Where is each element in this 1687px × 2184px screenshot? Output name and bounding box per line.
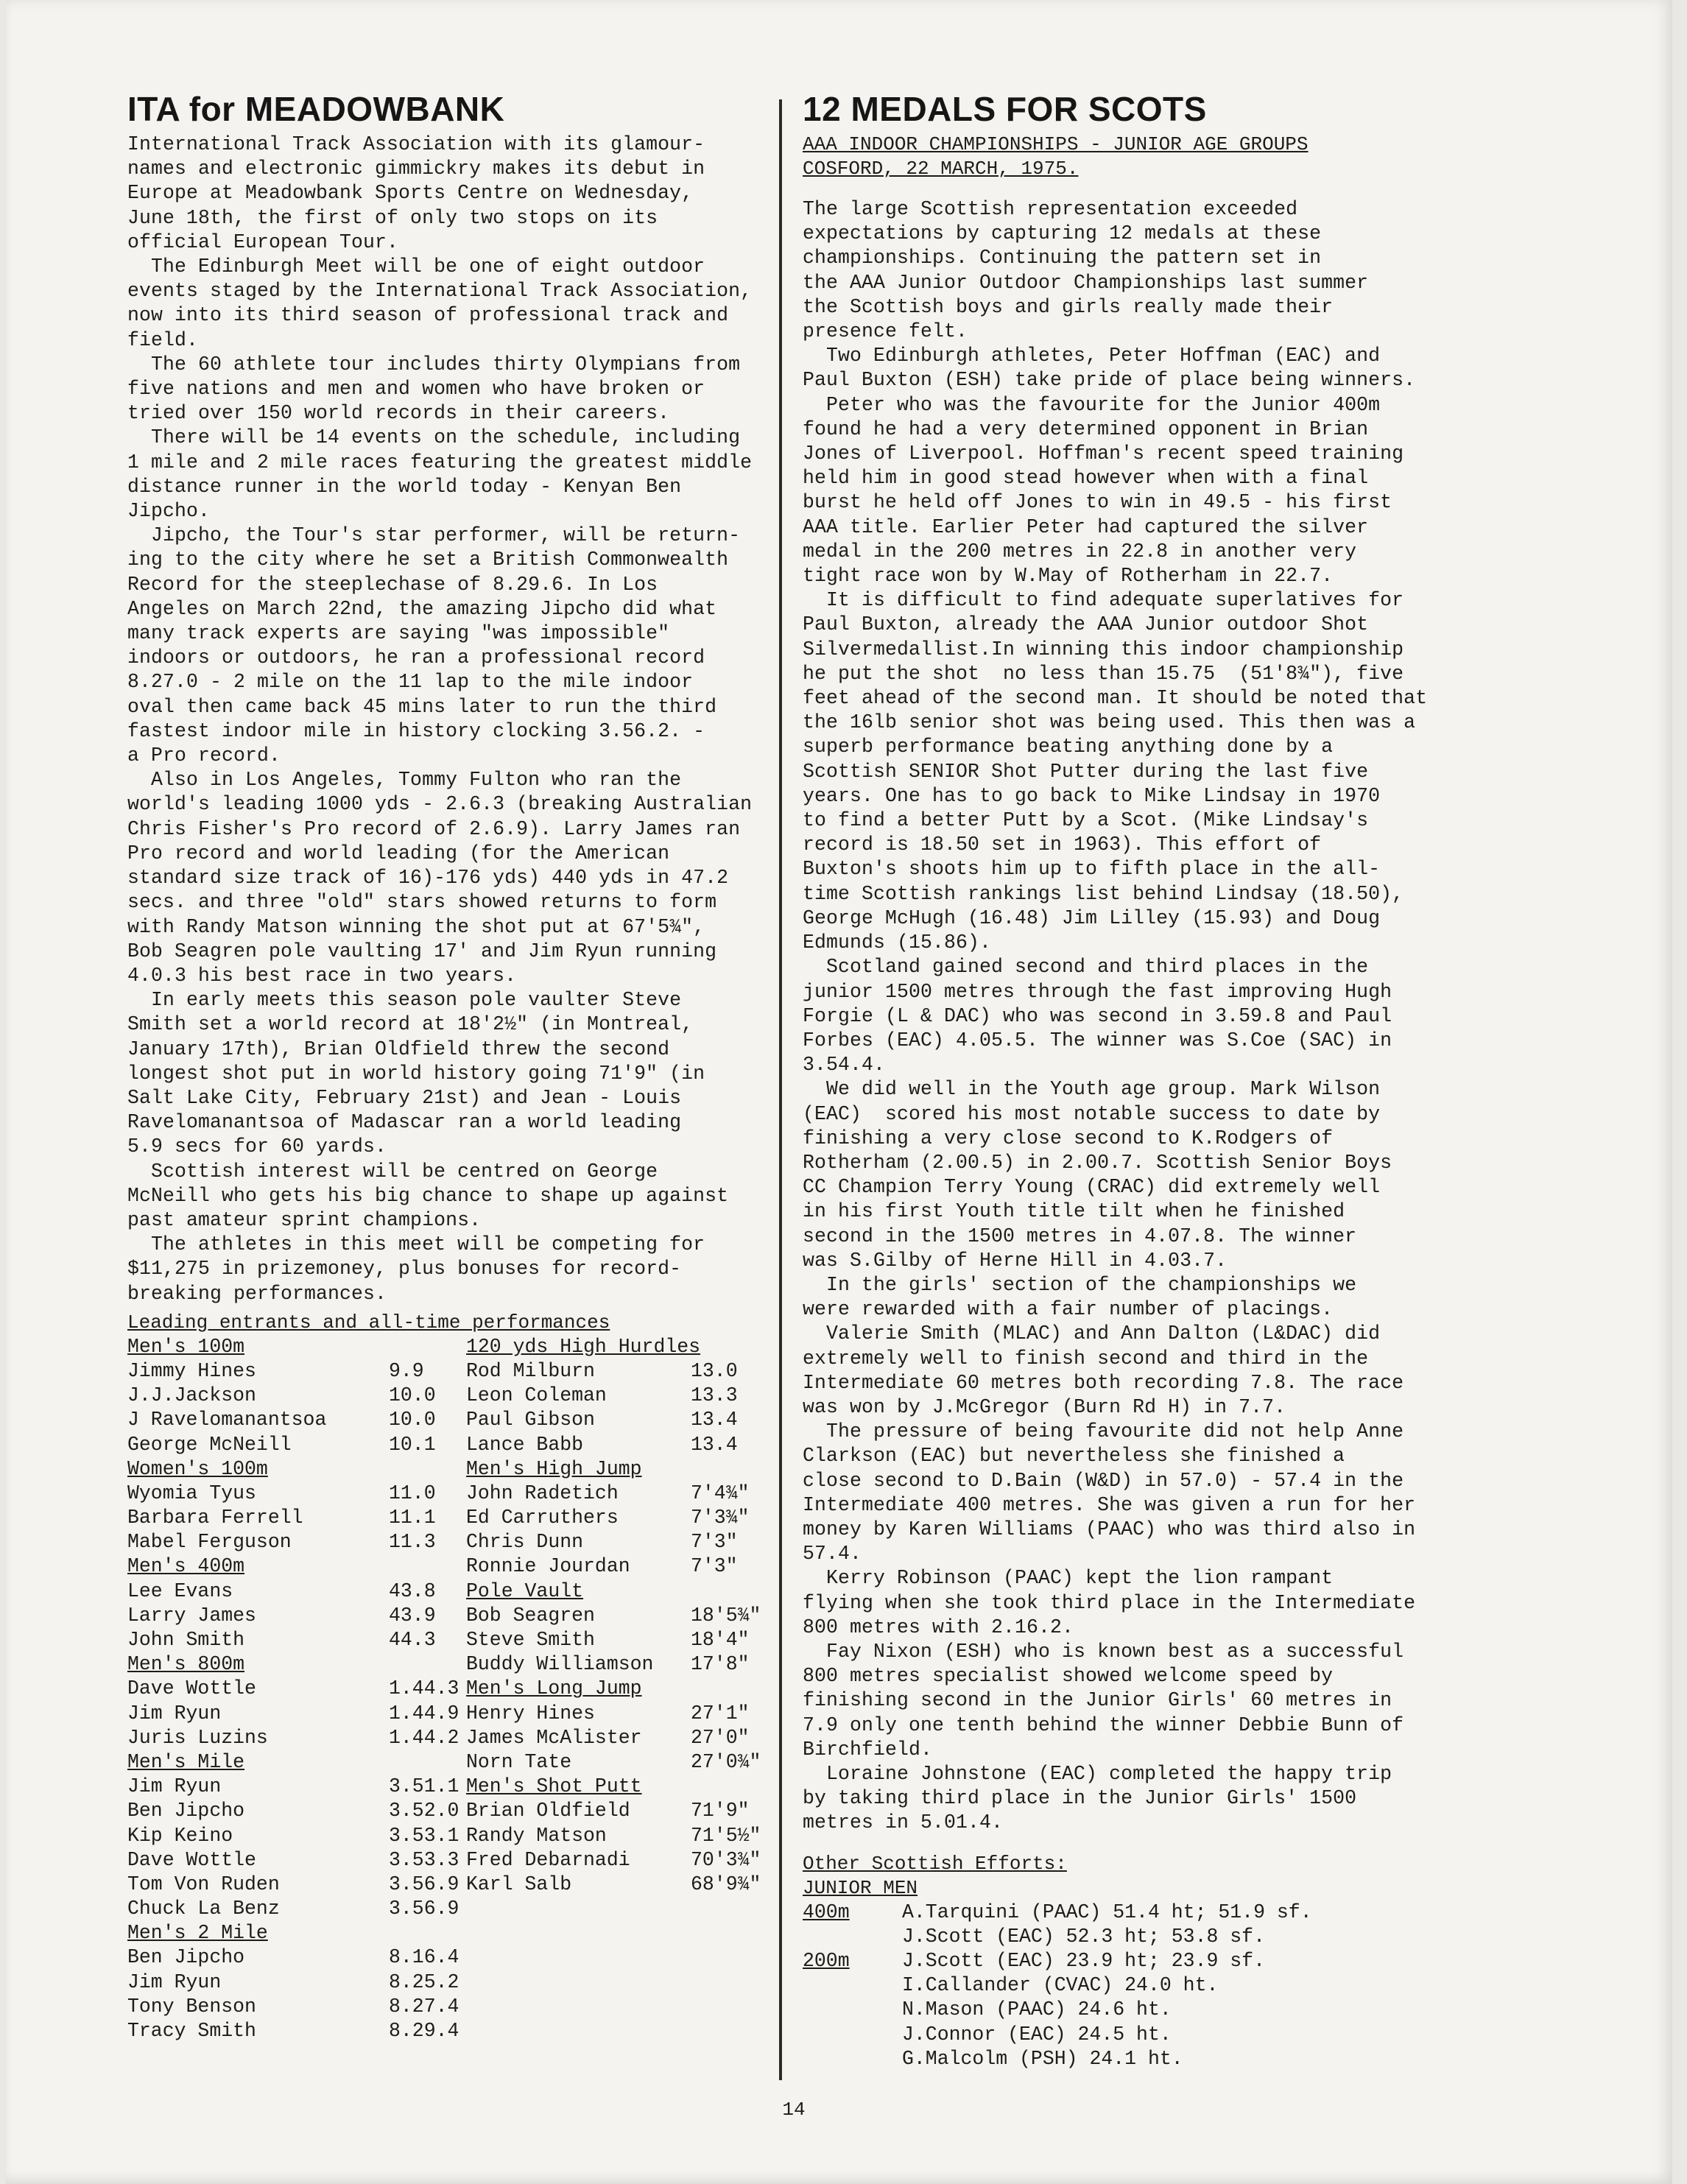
table-row	[466, 1652, 775, 1677]
performance-value: 1.44.2	[389, 1726, 459, 1749]
event-category: Men's 800m	[127, 1653, 245, 1676]
table-row	[466, 1359, 775, 1384]
table-row	[127, 1970, 459, 1995]
table-row	[466, 1824, 775, 1848]
text-line: longest shot put in world history going 71'9" (in	[127, 1062, 705, 1085]
text-line: 4.0.3 his best race in two years.	[127, 964, 517, 987]
text-line: The Edinburgh Meet will be one of eight outdoor	[127, 256, 705, 278]
athlete-name: Larry James	[127, 1604, 256, 1627]
text-line: Fay Nixon (ESH) who is known best as a successful	[803, 1640, 1404, 1663]
effort-result: J.Scott (EAC) 23.9 ht; 23.9 sf.	[902, 1949, 1265, 1972]
text-line: In the girls' section of the championships we	[803, 1273, 1357, 1296]
text-line: Two Edinburgh athletes, Peter Hoffman (EAC) and	[803, 345, 1381, 367]
text-line: secs. and three "old" stars showed returns to form	[127, 891, 717, 914]
text-line: breaking performances.	[127, 1282, 387, 1305]
table-category	[127, 1335, 451, 1359]
text-line: Jipcho.	[127, 500, 211, 523]
text-line: (EAC) scored his most notable success to date by	[803, 1102, 1381, 1125]
text-line: were rewarded with a fair number of placings.	[803, 1298, 1334, 1321]
event-category: Men's 2 Mile	[127, 1922, 268, 1945]
entrants-table	[127, 1335, 775, 2071]
effort-result: J.Connor (EAC) 24.5 ht.	[902, 2023, 1172, 2046]
text-line: Angeles on March 22nd, the amazing Jipcho did what	[127, 597, 717, 620]
text-line: Scottish interest will be centred on George	[127, 1160, 658, 1183]
athlete-name: Bob Seagren	[466, 1604, 595, 1627]
effort-row	[803, 1973, 1465, 1998]
table-row	[127, 1408, 451, 1432]
table-category	[127, 1457, 451, 1482]
text-line: tight race won by W.May of Rotherham in 22.7.	[803, 565, 1334, 588]
athlete-name: George McNeill	[127, 1433, 292, 1456]
athlete-name: Brian Oldfield	[466, 1800, 630, 1822]
table-category	[466, 1335, 775, 1359]
text-line: extremely well to finish second and third in the	[803, 1347, 1369, 1370]
performance-value: 13.4	[691, 1409, 738, 1431]
text-line: he put the shot no less than 15.75 (51'8¾"), five	[803, 662, 1404, 685]
performance-value: 10.1	[389, 1433, 436, 1456]
text-line: Clarkson (EAC) but nevertheless she finished a	[803, 1445, 1345, 1468]
performance-value: 11.1	[389, 1507, 436, 1529]
text-line: Salt Lake City, February 21st) and Jean - Louis	[127, 1086, 682, 1109]
athlete-name: Dave Wottle	[127, 1677, 256, 1700]
effort-result: I.Callander (CVAC) 24.0 ht.	[902, 1974, 1219, 1997]
athlete-name: Chris Dunn	[466, 1531, 584, 1554]
table-row	[127, 1677, 459, 1701]
table-row	[127, 1945, 459, 1970]
athlete-name: James McAlister	[466, 1726, 642, 1749]
text-line: record is 18.50 set in 1963). This effort of	[803, 834, 1322, 856]
text-line: finishing second in the Junior Girls' 60 metres in	[803, 1689, 1392, 1712]
right-column	[803, 88, 1465, 2071]
text-line: to find a better Putt by a Scot. (Mike Lindsay's	[803, 809, 1369, 832]
performance-value: 11.3	[389, 1531, 436, 1554]
text-line: five nations and men and women who have broken or	[127, 378, 705, 401]
text-line: metres in 5.01.4.	[803, 1811, 1004, 1834]
athlete-name: Steve Smith	[466, 1629, 595, 1651]
performance-value: 18'5¾"	[691, 1604, 761, 1627]
magazine-page	[6, 0, 1672, 2184]
performance-value: 3.53.3	[389, 1848, 459, 1871]
text-line: was S.Gilby of Herne Hill in 4.03.7.	[803, 1249, 1228, 1272]
athlete-name: Jim Ryun	[127, 1775, 222, 1798]
athlete-name: Lance Babb	[466, 1433, 584, 1456]
entrants-table-right	[466, 1335, 775, 1897]
performance-value: 7'3"	[691, 1531, 738, 1554]
table-row	[127, 1482, 451, 1506]
event-category: Women's 100m	[127, 1457, 268, 1480]
text-line: fastest indoor mile in history clocking 3.56.2. -	[127, 719, 705, 742]
athlete-name: Tracy Smith	[127, 2020, 256, 2042]
athlete-name: J Ravelomanantsoa	[127, 1409, 327, 1431]
text-line: Smith set a world record at 18'2½" (in Montreal,	[127, 1013, 694, 1036]
text-line: Loraine Johnstone (EAC) completed the happy trip	[803, 1763, 1392, 1785]
text-line: Jones of Liverpool. Hoffman's recent speed training	[803, 443, 1404, 465]
text-line: medal in the 200 metres in 22.8 in another very	[803, 540, 1357, 563]
athlete-name: Jim Ryun	[127, 1702, 222, 1725]
performance-value: 8.27.4	[389, 1995, 459, 2018]
effort-result: N.Mason (PAAC) 24.6 ht.	[902, 1998, 1172, 2021]
text-line: 800 metres specialist showed welcome speed by	[803, 1665, 1334, 1688]
table-row	[466, 1702, 775, 1726]
text-line: finishing a very close second to K.Rodgers of	[803, 1127, 1334, 1149]
athlete-name: J.J.Jackson	[127, 1384, 256, 1407]
text-line: Bob Seagren pole vaulting 17' and Jim Ryun running	[127, 940, 717, 962]
text-line: June 18th, the first of only two stops on its	[127, 206, 658, 229]
text-line: Scottish SENIOR Shot Putter during the last five	[803, 760, 1369, 783]
performance-value: 8.25.2	[389, 1970, 459, 1993]
text-line: Buxton's shoots him up to fifth place in the all-	[803, 858, 1381, 881]
table-row	[466, 1530, 775, 1554]
effort-event: 400m	[803, 1901, 850, 1923]
text-line: Paul Buxton, already the AAA Junior outdoor Shot	[803, 613, 1369, 636]
text-line: The large Scottish representation exceeded	[803, 198, 1298, 220]
performance-value: 27'0"	[691, 1726, 750, 1749]
performance-value: 70'3¾"	[691, 1848, 761, 1871]
table-row	[127, 1433, 451, 1457]
table-row	[127, 1604, 451, 1628]
performance-value: 44.3	[389, 1629, 436, 1651]
text-line: oval then came back 45 mins later to run the third	[127, 695, 717, 718]
table-category	[127, 1750, 451, 1775]
performance-value: 10.0	[389, 1409, 436, 1431]
text-line: championships. Continuing the pattern set in	[803, 247, 1322, 270]
text-line: The 60 athlete tour includes thirty Olympians from	[127, 353, 741, 376]
text-line: CC Champion Terry Young (CRAC) did extremely well	[803, 1176, 1381, 1199]
performance-value: 71'9"	[691, 1800, 750, 1822]
effort-result: G.Malcolm (PSH) 24.1 ht.	[902, 2047, 1183, 2070]
text-line: feet ahead of the second man. It should be noted that	[803, 687, 1428, 710]
table-row	[466, 1628, 775, 1652]
table-row	[127, 1384, 451, 1408]
page-number: 14	[782, 2099, 806, 2121]
table-category	[466, 1579, 775, 1604]
performance-value: 43.9	[389, 1604, 436, 1627]
text-line: Intermediate 60 metres both recording 7.8. The race	[803, 1371, 1404, 1394]
event-category: Men's 100m	[127, 1335, 245, 1358]
right-subhead-1: AAA INDOOR CHAMPIONSHIPS - JUNIOR AGE GROUPS	[803, 133, 1309, 155]
table-row	[127, 1530, 451, 1554]
table-row	[466, 1384, 775, 1408]
table-row	[127, 1359, 451, 1384]
text-line: 7.9 only one tenth behind the winner Debbie Bunn of	[803, 1713, 1404, 1736]
right-article-title: 12 MEDALS FOR SCOTS	[803, 90, 1207, 128]
athlete-name: Ed Carruthers	[466, 1507, 619, 1529]
text-line: in his first Youth title tilt when he finished	[803, 1200, 1345, 1223]
table-row	[466, 1482, 775, 1506]
table-row	[127, 2019, 459, 2043]
performance-value: 3.51.1	[389, 1775, 459, 1798]
text-line: tried over 150 world records in their careers.	[127, 402, 670, 425]
text-line: 8.27.0 - 2 mile on the 11 lap to the mile indoor	[127, 671, 694, 694]
athlete-name: Jim Ryun	[127, 1970, 222, 1993]
table-row	[466, 1726, 775, 1750]
text-line: years. One has to go back to Mike Lindsay in 1970	[803, 784, 1381, 807]
athlete-name: Tom Von Ruden	[127, 1873, 280, 1895]
performance-value: 13.0	[691, 1359, 738, 1382]
other-efforts-heading: Other Scottish Efforts:	[803, 1852, 1067, 1875]
athlete-name: Ben Jipcho	[127, 1946, 245, 1969]
table-row	[466, 1408, 775, 1432]
text-line: Forbes (EAC) 4.05.5. The winner was S.Coe (SAC) in	[803, 1029, 1392, 1052]
effort-row	[803, 1901, 1465, 1925]
text-line: close second to D.Bain (W&D) in 57.0) - 57.4 in the	[803, 1469, 1404, 1492]
junior-men-heading: JUNIOR MEN	[803, 1876, 918, 1899]
text-line: a Pro record.	[127, 744, 281, 767]
text-line: The athletes in this meet will be competing for	[127, 1233, 705, 1256]
table-row	[466, 1848, 775, 1873]
text-line: Edmunds (15.86).	[803, 931, 992, 954]
text-line: with Randy Matson winning the shot put at 67'5¾",	[127, 915, 705, 938]
performance-value: 43.8	[389, 1579, 436, 1602]
text-line: field.	[127, 328, 199, 351]
table-row	[127, 1897, 459, 1921]
text-line: 1 mile and 2 mile races featuring the greatest middle	[127, 451, 753, 473]
athlete-name: Fred Debarnadi	[466, 1848, 630, 1871]
performance-value: 71'5½"	[691, 1824, 761, 1847]
athlete-name: Norn Tate	[466, 1750, 572, 1773]
table-row	[127, 1726, 459, 1750]
text-line: many track experts are saying "was impossible"	[127, 622, 670, 645]
athlete-name: Leon Coleman	[466, 1384, 607, 1407]
event-category: Pole Vault	[466, 1579, 584, 1602]
athlete-name: Wyomia Tyus	[127, 1482, 256, 1504]
effort-row	[803, 2047, 1465, 2071]
text-line: Intermediate 400 metres. She was given a run for her	[803, 1493, 1416, 1516]
table-row	[466, 1799, 775, 1823]
text-line: George McHugh (16.48) Jim Lilley (15.93) and Doug	[803, 906, 1381, 929]
text-line: held him in good stead however when with a final	[803, 467, 1369, 490]
event-category: Men's High Jump	[466, 1457, 642, 1480]
text-line: official European Tour.	[127, 230, 399, 253]
text-line: events staged by the International Track Association,	[127, 280, 753, 303]
table-row	[466, 1604, 775, 1628]
performance-value: 7'4¾"	[691, 1482, 750, 1504]
athlete-name: Ronnie Jourdan	[466, 1555, 630, 1578]
text-line: the 16lb senior shot was being used. This then was a	[803, 711, 1416, 734]
text-line: Chris Fisher's Pro record of 2.6.9). Larry James ran	[127, 817, 741, 840]
effort-row	[803, 1925, 1465, 1949]
athlete-name: Dave Wottle	[127, 1848, 256, 1871]
text-line: distance runner in the world today - Kenyan Ben	[127, 475, 682, 498]
text-line: the Scottish boys and girls really made their	[803, 295, 1334, 318]
text-line: Peter who was the favourite for the Junior 400m	[803, 393, 1381, 416]
text-line: Birchfield.	[803, 1738, 933, 1761]
athlete-name: Kip Keino	[127, 1824, 233, 1847]
athlete-name: Barbara Ferrell	[127, 1507, 303, 1529]
text-line: the AAA Junior Outdoor Championships last summer	[803, 271, 1369, 294]
performance-value: 8.29.4	[389, 2020, 459, 2042]
performance-value: 11.0	[389, 1482, 436, 1504]
text-line: past amateur sprint champions.	[127, 1208, 482, 1231]
text-line: was won by J.McGregor (Burn Rd H) in 7.7.	[803, 1395, 1286, 1418]
table-row	[466, 1873, 775, 1897]
effort-row	[803, 1949, 1465, 1973]
performance-value: 3.52.0	[389, 1800, 459, 1822]
table-category	[127, 1554, 451, 1579]
table-row	[127, 1506, 451, 1530]
text-line: Scotland gained second and third places in the	[803, 956, 1369, 979]
table-row	[466, 1506, 775, 1530]
performance-value: 27'0¾"	[691, 1750, 761, 1773]
event-category: 120 yds High Hurdles	[466, 1335, 701, 1358]
text-line: standard size track of 16)-176 yds) 440 yds in 47.2	[127, 867, 729, 890]
text-line: AAA title. Earlier Peter had captured the silver	[803, 515, 1369, 538]
text-line: Kerry Robinson (PAAC) kept the lion rampant	[803, 1567, 1334, 1590]
event-category: Men's Mile	[127, 1750, 245, 1773]
athlete-name: Paul Gibson	[466, 1409, 595, 1431]
text-line: junior 1500 metres through the fast improving Hugh	[803, 980, 1392, 1003]
performance-value: 13.4	[691, 1433, 738, 1456]
text-line: Record for the steeplechase of 8.29.6. In Los	[127, 573, 658, 596]
table-category	[127, 1921, 451, 1945]
table-row	[127, 1799, 459, 1823]
effort-event: 200m	[803, 1949, 850, 1972]
text-line: Ravelomanantsoa of Madascar ran a world leading	[127, 1111, 682, 1134]
table-row	[127, 1848, 459, 1873]
text-line: There will be 14 events on the schedule, including	[127, 426, 741, 449]
table-category	[127, 1652, 451, 1677]
performance-value: 18'4"	[691, 1629, 750, 1651]
text-line: Forgie (L & DAC) who was second in 3.59.8 and Paul	[803, 1004, 1392, 1027]
text-line: ing to the city where he set a British Commonwealth	[127, 549, 729, 571]
text-line: Silvermedallist.In winning this indoor championship	[803, 638, 1404, 661]
performance-value: 1.44.3	[389, 1677, 459, 1700]
event-category: Men's Shot Putt	[466, 1775, 642, 1798]
event-category: Men's Long Jump	[466, 1677, 642, 1700]
athlete-name: Henry Hines	[466, 1702, 595, 1725]
text-line: Also in Los Angeles, Tommy Fulton who ran the	[127, 769, 682, 792]
table-category	[466, 1775, 775, 1799]
effort-result: A.Tarquini (PAAC) 51.4 ht; 51.9 sf.	[902, 1901, 1312, 1923]
table-row	[127, 1824, 459, 1848]
table-category	[466, 1677, 775, 1701]
performance-value: 17'8"	[691, 1653, 750, 1676]
left-article-body	[127, 133, 775, 1306]
text-line: burst he held off Jones to win in 49.5 - his first	[803, 491, 1392, 514]
text-line: flying when she took third place in the Intermediate	[803, 1591, 1416, 1614]
text-line: by taking third place in the Junior Girls' 1500	[803, 1787, 1357, 1810]
left-column	[127, 88, 775, 2071]
text-line: We did well in the Youth age group. Mark Wilson	[803, 1078, 1381, 1101]
performance-value: 13.3	[691, 1384, 738, 1407]
text-line: 800 metres with 2.16.2.	[803, 1616, 1074, 1638]
athlete-name: Tony Benson	[127, 1995, 256, 2018]
text-line: indoors or outdoors, he ran a professional record	[127, 647, 705, 669]
right-article-body	[803, 197, 1465, 1836]
event-category: Men's 400m	[127, 1555, 245, 1578]
text-line: names and electronic gimmickry makes its debut in	[127, 158, 705, 180]
text-line: Valerie Smith (MLAC) and Ann Dalton (L&DAC) did	[803, 1322, 1381, 1345]
efforts-list	[803, 1901, 1465, 2071]
performance-value: 68'9¾"	[691, 1873, 761, 1895]
text-line: $11,275 in prizemoney, plus bonuses for record-	[127, 1258, 682, 1281]
text-line: Paul Buxton (ESH) take pride of place being winners.	[803, 369, 1416, 392]
text-line: now into its third season of professional track and	[127, 304, 729, 327]
effort-row	[803, 2023, 1465, 2047]
text-line: world's leading 1000 yds - 2.6.3 (breaking Australian	[127, 793, 753, 816]
table-row	[127, 1628, 451, 1652]
table-row	[127, 1775, 459, 1799]
text-line: superb performance beating anything done by a	[803, 736, 1334, 758]
text-line: found he had a very determined opponent in Brian	[803, 418, 1369, 440]
athlete-name: Mabel Ferguson	[127, 1531, 292, 1554]
performance-value: 7'3"	[691, 1555, 738, 1578]
table-row	[127, 1995, 459, 2019]
athlete-name: John Radetich	[466, 1482, 619, 1504]
text-line: The pressure of being favourite did not help Anne	[803, 1420, 1404, 1443]
athlete-name: Randy Matson	[466, 1824, 607, 1847]
text-line: presence felt.	[803, 320, 968, 343]
athlete-name: Jimmy Hines	[127, 1359, 256, 1382]
table-row	[466, 1433, 775, 1457]
text-line: It is difficult to find adequate superlatives for	[803, 589, 1404, 612]
athlete-name: Chuck La Benz	[127, 1898, 280, 1920]
text-line: Pro record and world leading (for the American	[127, 842, 670, 864]
text-line: January 17th), Brian Oldfield threw the second	[127, 1038, 670, 1060]
text-line: money by Karen Williams (PAAC) who was third also in	[803, 1518, 1416, 1540]
effort-result: J.Scott (EAC) 52.3 ht; 53.8 sf.	[902, 1925, 1265, 1948]
athlete-name: Buddy Williamson	[466, 1653, 654, 1676]
text-line: Europe at Meadowbank Sports Centre on Wednesday,	[127, 182, 694, 205]
column-divider	[779, 99, 782, 2080]
text-line: Rotherham (2.00.5) in 2.00.7. Scottish Senior Boys	[803, 1151, 1392, 1174]
athlete-name: Lee Evans	[127, 1579, 233, 1602]
athlete-name: John Smith	[127, 1629, 245, 1651]
text-line: In early meets this season pole vaulter Steve	[127, 989, 682, 1012]
athlete-name: Ben Jipcho	[127, 1800, 245, 1822]
effort-row	[803, 1998, 1465, 2022]
athlete-name: Rod Milburn	[466, 1359, 595, 1382]
text-line: expectations by capturing 12 medals at these	[803, 222, 1322, 245]
performance-value: 1.44.9	[389, 1702, 459, 1725]
performance-value: 10.0	[389, 1384, 436, 1407]
text-line: 57.4.	[803, 1543, 862, 1565]
performance-value: 3.56.9	[389, 1873, 459, 1895]
performance-value: 7'3¾"	[691, 1507, 750, 1529]
text-line: McNeill who gets his big chance to shape up against	[127, 1184, 729, 1207]
performance-value: 8.16.4	[389, 1946, 459, 1969]
table-row	[127, 1702, 459, 1726]
right-subhead-2: COSFORD, 22 MARCH, 1975.	[803, 158, 1079, 180]
performance-value: 27'1"	[691, 1702, 750, 1725]
performance-value: 3.53.1	[389, 1824, 459, 1847]
text-line: 5.9 secs for 60 yards.	[127, 1135, 387, 1158]
table-row	[127, 1579, 451, 1604]
athlete-name: Juris Luzins	[127, 1726, 268, 1749]
text-line: time Scottish rankings list behind Lindsay (18.50),	[803, 882, 1404, 905]
performance-value: 9.9	[389, 1359, 424, 1382]
table-heading: Leading entrants and all-time performances	[127, 1311, 610, 1334]
text-line: second in the 1500 metres in 4.07.8. The winner	[803, 1225, 1357, 1247]
table-row	[466, 1554, 775, 1579]
left-article-title: ITA for MEADOWBANK	[127, 90, 505, 128]
table-row	[466, 1750, 775, 1775]
athlete-name: Karl Salb	[466, 1873, 572, 1895]
text-line: International Track Association with its glamour-	[127, 133, 705, 155]
text-line: Jipcho, the Tour's star performer, will be return-	[127, 524, 741, 547]
entrants-table-left	[127, 1335, 459, 2043]
performance-value: 3.56.9	[389, 1898, 459, 1920]
table-category	[466, 1457, 775, 1482]
text-line: 3.54.4.	[803, 1054, 886, 1077]
table-row	[127, 1873, 459, 1897]
